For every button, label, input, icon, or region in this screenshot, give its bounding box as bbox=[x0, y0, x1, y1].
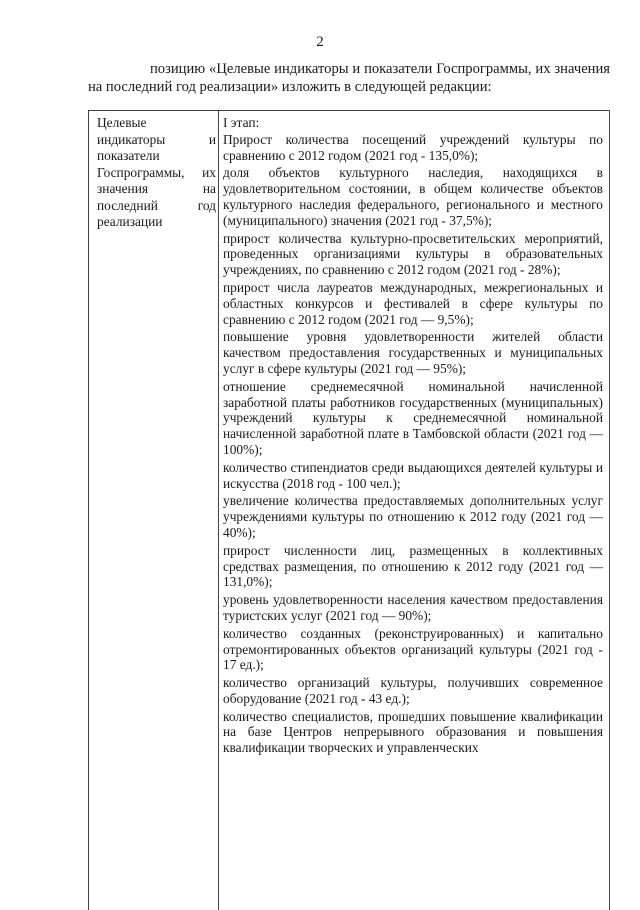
indicator-item: количество организаций культуры, получивших современное оборудование (2021 год - 43 ед.); bbox=[223, 675, 603, 706]
indicator-item: отношение среднемесячной номинальной начисленной заработной платы работников государственных (муниципальных) учреждений культуры к среднемесячной номинальной начисленной заработной плате в Тамбовской области (2021 год — 100%); bbox=[223, 378, 603, 457]
indicator-item: уровень удовлетворенности населения качеством предоставления туристских услуг (2021 год — 90%); bbox=[223, 592, 603, 623]
table-left-label: Целевые индикаторы и показатели Госпрограммы, их значения на последний год реализации bbox=[89, 111, 219, 910]
indicator-item: прирост числа лауреатов международных, межрегиональных и областных конкурсов и фестивалей в сфере культуры по сравнению с 2012 годом (2021 год — 9,5%); bbox=[223, 279, 603, 327]
indicator-item: прирост количества культурно-просветительских мероприятий, проведенных организациями культуры в образовательных учреждениях, по сравнению с 2012 годом (2021 год - 28%); bbox=[223, 230, 603, 278]
indicator-item: количество созданных (реконструированных) и капитально отремонтированных объектов организаций культуры (2021 год - 17 ед.); bbox=[223, 625, 603, 673]
intro-paragraph: позицию «Целевые индикаторы и показатели Госпрограммы, их значения на последний год реализации» изложить в следующей редакции: bbox=[88, 61, 610, 95]
indicator-item: повышение уровня удовлетворенности жителей области качеством предоставления государственных и муниципальных услуг в сфере культуры (2021 год — 95%); bbox=[223, 329, 603, 376]
indicator-item: увеличение количества предоставляемых дополнительных услуг учреждениями культуры по отношению к 2012 году (2021 год — 40%); bbox=[223, 493, 603, 540]
table-right-content bbox=[219, 111, 609, 910]
indicator-item: прирост численности лиц, размещенных в коллективных средствах размещения, по отношению к 2012 году (2021 год — 131,0%); bbox=[223, 542, 603, 590]
indicator-item: количество стипендиатов среди выдающихся деятелей культуры и искусства (2018 год - 100 чел.); bbox=[223, 459, 603, 491]
indicator-item: количество специалистов, прошедших повышение квалификации на базе Центров непрерывного образования и повышения квалификации творческих и управленческих bbox=[223, 708, 603, 756]
indicators-table bbox=[88, 110, 610, 910]
page-number: 2 bbox=[316, 34, 324, 50]
indicator-item: Прирост количества посещений учреждений культуры по сравнению с 2012 годом (2021 год - 135,0%); bbox=[223, 131, 603, 163]
indicator-item: доля объектов культурного наследия, находящихся в удовлетворительном состоянии, в общем количестве объектов культурного наследия федерального, регионального и местного (муниципального) значения (2021 год - 37,5%); bbox=[223, 165, 603, 228]
stage-heading: I этап: bbox=[223, 115, 260, 130]
